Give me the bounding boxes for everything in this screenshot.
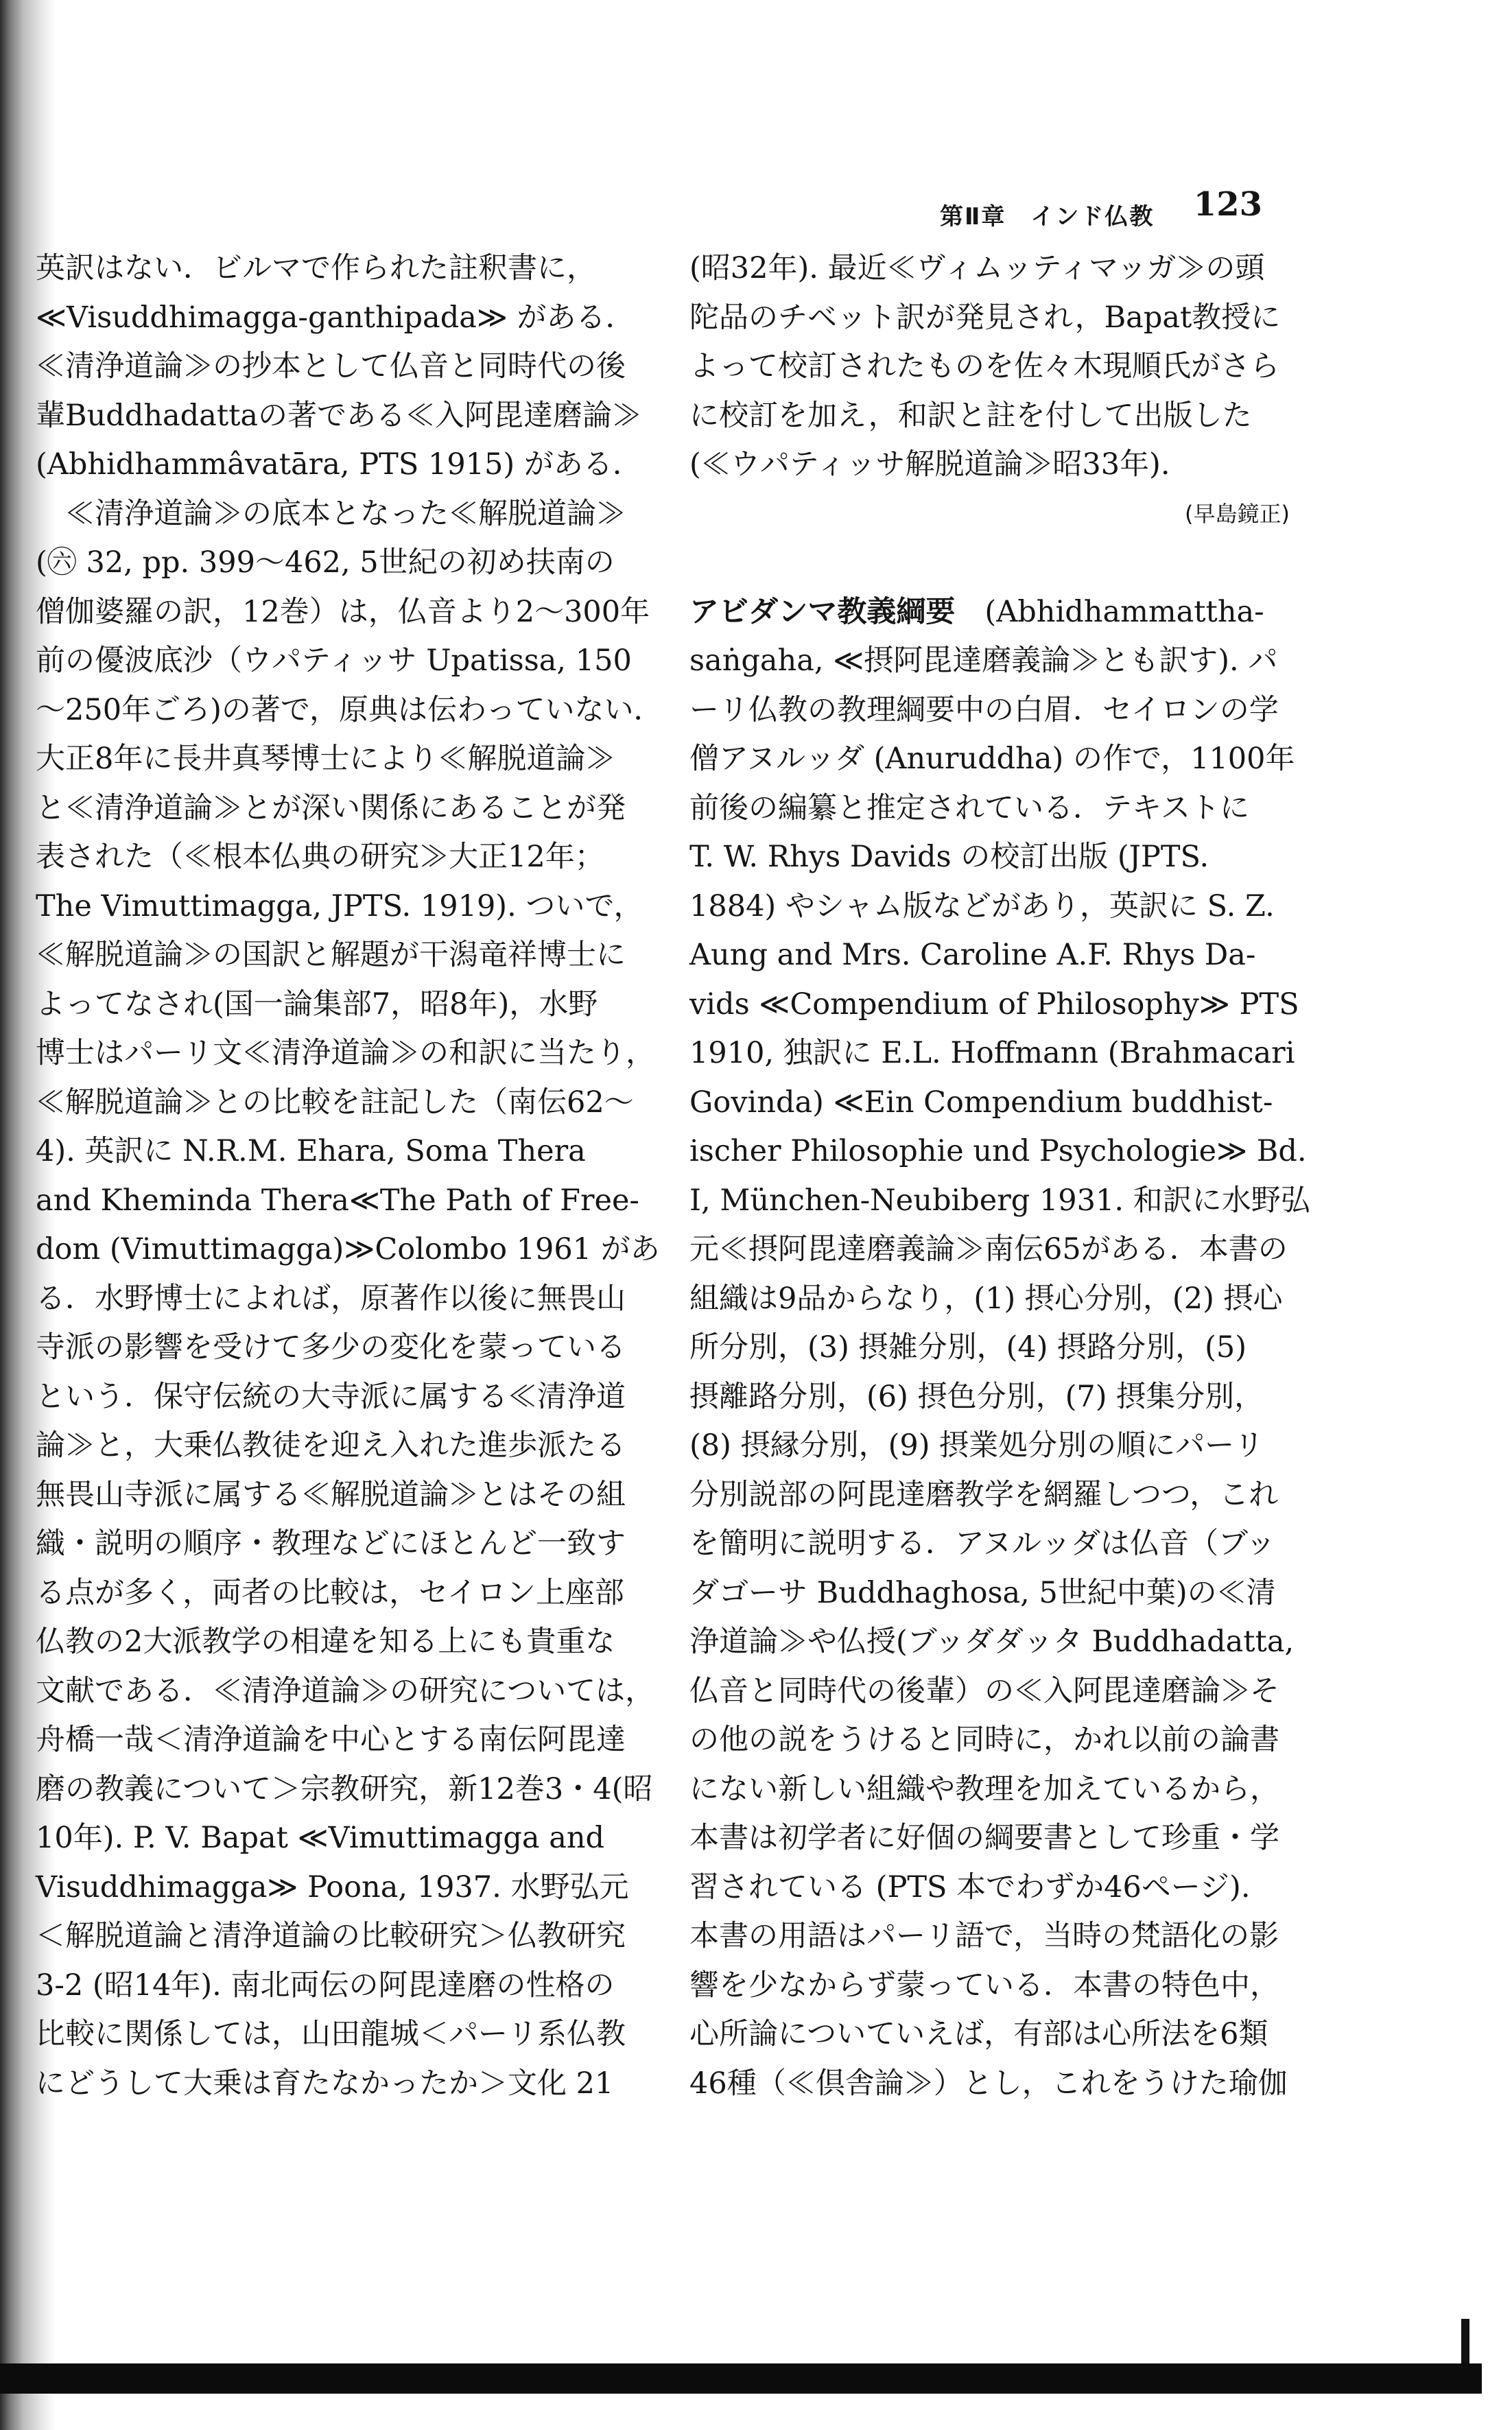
text-line: 前後の編纂と推定されている．テキストに	[689, 790, 1250, 825]
text-line: 舟橋一哉＜清浄道論を中心とする南伝阿毘達	[36, 1723, 626, 1757]
text-line: Aung and Mrs. Caroline A.F. Rhys Da-	[689, 938, 1256, 972]
text-line: 表された（≪根本仏典の研究≫大正12年；	[36, 840, 604, 874]
text-line: 10年). P. V. Bapat ≪Vimuttimagga and	[36, 1821, 605, 1855]
text-line: 1884) やシャム版などがあり，英訳に S. Z.	[689, 888, 1275, 923]
text-line: 4). 英訳に N.R.M. Ehara, Soma Thera	[36, 1134, 586, 1168]
text-line: ≪解脱道論≫の国訳と解題が干潟竜祥博士に	[36, 938, 626, 972]
entry-spacer	[689, 539, 1297, 588]
right-column	[689, 244, 1310, 2108]
text-line: の他の説をうけると同時に，かれ以前の論書	[689, 1723, 1279, 1757]
text-line: 所分別，(3) 摂雑分別，(4) 摂路分別，(5)	[689, 1330, 1247, 1365]
scan-corner-mark	[1461, 2319, 1469, 2367]
text-line: 大正8年に長井真琴博士により≪解脱道論≫	[36, 742, 615, 776]
left-column	[36, 244, 663, 2108]
page-number: 123	[1193, 185, 1262, 224]
running-header	[940, 185, 1262, 233]
text-line: 3-2 (昭14年). 南北両伝の阿毘達磨の性格の	[36, 1968, 615, 2003]
text-line: 僧伽婆羅の訳，12巻）は，仏音より2～300年	[36, 594, 650, 629]
text-line: ≪解脱道論≫との比較を註記した（南伝62～	[36, 1085, 634, 1120]
text-line: (8) 摂縁分別，(9) 摂業処分別の順にパーリ	[689, 1428, 1264, 1463]
text-line: 博士はパーリ文≪清浄道論≫の和訳に当たり，	[36, 1036, 655, 1070]
text-line: T. W. Rhys Davids の校訂出版 (JPTS.	[689, 840, 1209, 874]
text-line: (昭32年). 最近≪ヴィムッティマッガ≫の頭	[689, 251, 1265, 285]
text-line: 僧アヌルッダ (Anuruddha) の作で，1100年	[689, 742, 1295, 776]
entry-heading-line	[689, 588, 1297, 637]
entry-title: アビダンマ教義綱要	[689, 594, 956, 629]
text-line: にない新しい組織や教理を加えているから，	[689, 1771, 1279, 1806]
text-line: 織・説明の順序・教理などにほとんど一致す	[36, 1526, 626, 1561]
text-line: vids ≪Compendium of Philosophy≫ PTS	[689, 987, 1299, 1022]
text-line: ≪清浄道論≫の底本となった≪解脱道論≫	[36, 496, 626, 531]
text-line: 1910, 独訳に E.L. Hoffmann (Brahmacari	[689, 1036, 1295, 1070]
text-line: る．水野博士によれば，原著作以後に無畏山	[36, 1281, 626, 1316]
text-line: 文献である．≪清浄道論≫の研究については，	[36, 1673, 655, 1708]
scan-bottom-bar	[0, 2363, 1482, 2394]
text-line: 分別説部の阿毘達磨教学を網羅しつつ，これ	[689, 1477, 1279, 1512]
text-line: 浄道論≫や仏授(ブッダダッタ Buddhadatta,	[689, 1625, 1295, 1659]
text-line: (≪ウパティッサ解脱道論≫昭33年).	[689, 447, 1170, 482]
text-line: る点が多く，両者の比較は，セイロン上座部	[36, 1575, 624, 1610]
text-line: 論≫と，大乗仏教徒を迎え入れた進歩派たる	[36, 1428, 626, 1463]
text-line: 仏音と同時代の後輩）の≪入阿毘達磨論≫そ	[689, 1673, 1279, 1708]
text-line: 比較に関係しては，山田龍城＜パーリ系仏教	[36, 2017, 626, 2051]
text-line: 組織は9品からなり，(1) 摂心分別，(2) 摂心	[689, 1281, 1283, 1316]
text-line: 本書は初学者に好個の綱要書として珍重・学	[689, 1821, 1279, 1855]
text-line: 輩Buddhadattaの著である≪入阿毘達磨論≫	[36, 398, 642, 433]
text-line: にどうして大乗は育たなかったか＞文化 21	[36, 2066, 614, 2101]
text-line: (㊅ 32, pp. 399～462, 5世紀の初め扶南の	[36, 545, 615, 580]
text-line: 陀品のチベット訳が発見され，Bapat教授に	[689, 300, 1281, 335]
text-line: (Abhidhammâvatāra, PTS 1915) がある．	[36, 447, 642, 482]
text-line: ダゴーサ Buddhaghosa, 5世紀中葉)の≪清	[689, 1575, 1276, 1610]
text-line: ～250年ごろ)の著で，原典は伝わっていない．	[36, 692, 663, 727]
text-line: 英訳はない．ビルマで作られた註釈書に，	[36, 251, 596, 285]
entry-body	[689, 637, 1310, 2108]
text-line: Govinda) ≪Ein Compendium buddhist-	[689, 1085, 1273, 1120]
text-line: と≪清浄道論≫とが深い関係にあることが発	[36, 790, 626, 825]
text-line: The Vimuttimagga, JPTS. 1919). ついで，	[36, 888, 643, 923]
text-line: 仏教の2大派教学の相違を知る上にも貴重な	[36, 1625, 615, 1659]
text-line: 響を少なからず蒙っている．本書の特色中，	[689, 1968, 1279, 2003]
text-line: I, München-Neubiberg 1931. 和訳に水野弘	[689, 1183, 1310, 1218]
text-line: ≪Visuddhimagga-ganthipada≫ がある．	[36, 300, 635, 335]
chapter-title: 第Ⅱ章 インド仏教	[940, 203, 1155, 231]
text-line: 前の優波底沙（ウパティッサ Upatissa, 150	[36, 644, 632, 678]
text-line: 寺派の影響を受けて多少の変化を蒙っている	[36, 1330, 626, 1365]
text-line: ーリ仏教の教理綱要中の白眉．セイロンの学	[689, 692, 1279, 727]
text-line: 磨の教義について＞宗教研究，新12巻3・4(昭	[36, 1771, 653, 1806]
text-line: 本書の用語はパーリ語で，当時の梵語化の影	[689, 1919, 1279, 1953]
text-line: 心所論についていえば，有部は心所法を6類	[689, 2017, 1268, 2051]
text-line: 元≪摂阿毘達磨義論≫南伝65がある．本書の	[689, 1232, 1288, 1266]
text-line: よって校訂されたものを佐々木現順氏がさら	[689, 349, 1279, 384]
text-line: を簡明に説明する．アヌルッダは仏音（ブッ	[689, 1526, 1275, 1561]
text-line: 習されている (PTS 本でわずか46ページ).	[689, 1869, 1251, 1904]
text-line: ＜解脱道論と清浄道論の比較研究＞仏教研究	[36, 1919, 626, 1953]
text-line: ≪清浄道論≫の抄本として仏音と同時代の後	[36, 349, 626, 384]
text-line: saṅgaha, ≪摂阿毘達磨義論≫とも訳す). パ	[689, 644, 1278, 678]
entry-title-gloss: (Abhidhammattha-	[955, 594, 1264, 629]
text-line: Visuddhimagga≫ Poona, 1937. 水野弘元	[36, 1869, 629, 1904]
text-line: という．保守伝統の大寺派に属する≪清浄道	[36, 1379, 626, 1414]
text-line: 46種（≪倶舎論≫）とし，これをうけた瑜伽	[689, 2066, 1288, 2101]
text-line: よってなされ(国一論集部7，昭8年)，水野	[36, 987, 598, 1022]
text-line: 無畏山寺派に属する≪解脱道論≫とはその組	[36, 1477, 626, 1512]
text-line: ischer Philosophie und Psychologie≫ Bd.	[689, 1134, 1307, 1168]
right-column-continuation	[689, 244, 1297, 490]
author-signature: (早島鏡正)	[1185, 500, 1290, 527]
text-line: 摂離路分別，(6) 摂色分別，(7) 摂集分別，	[689, 1379, 1264, 1414]
text-line: dom (Vimuttimagga)≫Colombo 1961 があ	[36, 1232, 660, 1266]
text-line: and Kheminda Thera≪The Path of Free-	[36, 1183, 639, 1218]
text-line: に校訂を加え，和訳と註を付して出版した	[689, 398, 1252, 433]
